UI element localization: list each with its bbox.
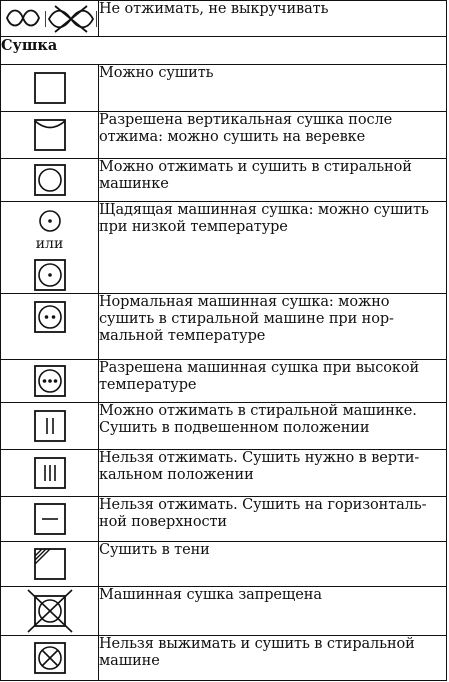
description-text: Разрешена машинная сушка при высокой температуре [99,360,420,393]
symbol-cell [1,360,99,403]
description-cell [99,294,447,360]
square-three-lines-icon [33,456,67,490]
description-text: Нельзя выжимать и сушить в стиральной машине [99,636,415,669]
square-envelope-icon [33,118,67,152]
square-circle-three-dots-icon [33,364,67,398]
symbol-cell [1,542,99,587]
table-row [1,65,447,112]
table-row [1,159,447,202]
description-cell [99,403,447,450]
table-row [1,497,447,542]
symbol-cell [1,294,99,360]
description-text: Можно отжимать в стиральной машинке. Сушить в подвешенном положении [99,403,417,436]
square-shade-corner-icon [33,547,67,581]
square-circle-crossed-icon [33,641,67,675]
symbol-cell [1,1,99,37]
section-title: Сушка [1,37,447,65]
description-text: Машинная сушка запрещена [99,587,322,603]
description-cell [99,450,447,497]
symbol-cell [1,497,99,542]
description-cell [99,202,447,294]
square-horizontal-line-icon [33,502,67,536]
description-cell [99,636,447,681]
symbol-cell [1,450,99,497]
table-row [1,403,447,450]
table-row [1,112,447,159]
no-wring-icon [45,4,97,34]
description-text: Не отжимать, не выкручивать [99,1,329,17]
symbol-cell [1,636,99,681]
square-two-lines-icon [33,409,67,443]
table-row [1,450,447,497]
table-row [1,1,447,37]
table-row [1,294,447,360]
description-cell [99,159,447,202]
description-cell [99,497,447,542]
or-label: или [35,236,64,252]
description-text: Сушить в тени [99,542,210,558]
table-row [1,542,447,587]
description-text: Можно отжимать и сушить в стиральной машинке [99,159,412,192]
description-text: Можно сушить [99,65,214,81]
symbol-cell [1,159,99,202]
table-row [1,587,447,636]
table-row [1,360,447,403]
table-row [1,202,447,294]
table-row [1,636,447,681]
square-circle-two-dots-icon [33,300,67,334]
symbol-cell [1,587,99,636]
symbol-cell [1,112,99,159]
description-cell [99,542,447,587]
description-text: Нельзя отжимать. Сушить на горизонталь-ной поверхности [99,497,427,530]
square-circle-one-dot-icon [33,258,67,292]
symbol-cell [1,65,99,112]
section-header-row [1,37,447,65]
description-text: Щадящая машинная сушка: можно сушить при низкой температуре [99,202,429,235]
symbol-cell [1,202,99,294]
symbol-cell [1,403,99,450]
description-text: Нельзя отжимать. Сушить нужно в верти-кальном положении [99,450,420,483]
description-text: Разрешена вертикальная сушка после отжима: можно сушить на веревке [99,112,393,145]
description-cell [99,360,447,403]
description-cell [99,587,447,636]
description-cell [99,65,447,112]
square-icon [33,71,67,105]
circle-one-dot-icon [37,208,63,234]
square-circle-icon [33,163,67,197]
description-cell [99,112,447,159]
description-text: Нормальная машинная сушка: можно сушить в стиральной машине при нор-мальной температуре [99,294,394,344]
square-circle-crossed-big-icon [27,589,73,633]
description-cell [99,1,447,37]
